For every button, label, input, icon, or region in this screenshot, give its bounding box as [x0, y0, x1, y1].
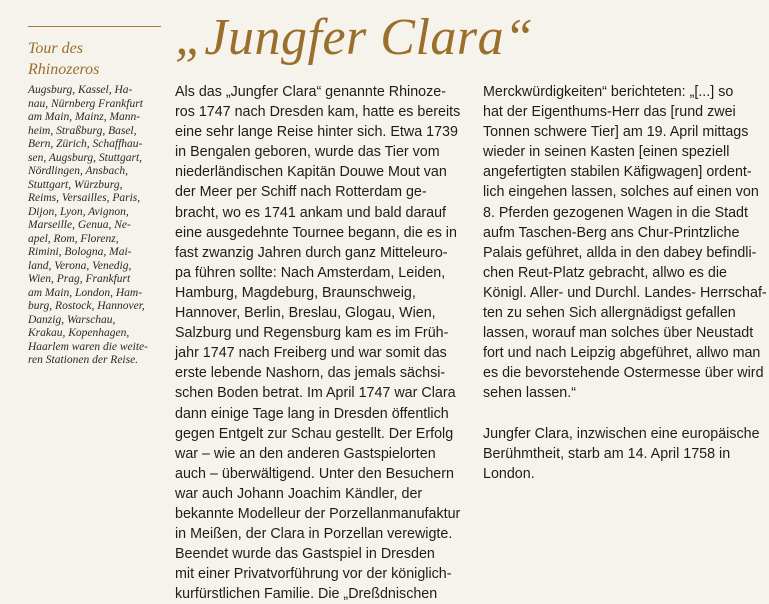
body-line: eine ausgedehnte Tournee begann, die es in: [175, 224, 457, 241]
body-line: Palais geführet, allda in den dabey befindli-: [483, 244, 757, 261]
article-title: „Jungfer Clara“: [175, 9, 534, 66]
sidebar-line: Haarlem waren die weite-: [28, 340, 148, 353]
sidebar-line: Nördlingen, Ansbach,: [28, 165, 128, 177]
sidebar-line: Dijon, Lyon, Avignon,: [28, 205, 129, 218]
body-line: schen Boden betrat. Im April 1747 war Clara: [175, 385, 456, 402]
body-line: eine sehr lange Reise hinter sich. Etwa 1739: [175, 124, 458, 141]
article-column-1: [175, 82, 470, 604]
body-line: Hamburg, Magdeburg, Braunschweig,: [175, 284, 416, 301]
sidebar-line: burg, Rostock, Hannover,: [28, 300, 145, 312]
sidebar-line: Augsburg, Kassel, Ha-: [28, 84, 133, 96]
sidebar-line: apel, Rom, Florenz,: [28, 232, 119, 245]
body-line: bekannte Modelleur der Porzellanmanufaktur: [175, 505, 461, 522]
body-line: 8. Pferden gezogenen Wagen in die Stadt: [483, 204, 748, 221]
sidebar-line: Wien, Prag, Frankfurt: [28, 273, 131, 285]
body-line: chen Reut-Platz gebracht, allwo es die: [483, 264, 727, 281]
sidebar-line: Rimini, Bologna, Mai-: [28, 246, 132, 258]
sidebar-line: ren Stationen der Reise.: [28, 354, 139, 366]
body-line: Merckwürdigkeiten“ berichteten: „[...] so: [483, 84, 734, 100]
body-line: Berühmtheit, starb am 14. April 1758 in: [483, 445, 731, 462]
sidebar-divider: [28, 26, 161, 27]
body-line: gegen Entgelt zur Schau gestellt. Der Erfolg: [175, 425, 454, 442]
body-line: auch – überwältigend. Unter den Besuchern: [175, 465, 454, 482]
sidebar-line: Krakau, Kopenhagen,: [28, 327, 130, 339]
sidebar-heading: [28, 38, 168, 80]
body-line: kurfürstlichen Familie. Die „Dreßdnischen: [175, 586, 438, 603]
sidebar-line: heim, Straßburg, Basel,: [28, 124, 137, 137]
sidebar-line: Danzig, Warschau,: [28, 313, 116, 326]
body-line: aufm Taschen-Berg ans Chur-Printzliche: [483, 224, 740, 241]
sidebar-line: sen, Augsburg, Stuttgart,: [28, 151, 143, 164]
body-line: ten zu sehen Sich allergnädigst gefallen: [483, 305, 736, 322]
body-line: lassen, worauf man solches über Neustadt: [483, 325, 754, 342]
sidebar-heading-line: Rhinozeros: [28, 61, 100, 78]
body-line: London.: [483, 465, 535, 482]
body-line: ros 1747 nach Dresden kam, hatte es bereits: [175, 104, 461, 121]
body-line: fast zwanzig Jahren durch ganz Mitteleuro-: [175, 244, 448, 261]
sidebar-line: Marseille, Genua, Ne-: [28, 219, 131, 231]
body-line: jahr 1747 nach Freiberg und war somit das: [175, 345, 447, 362]
body-line: pa führen sollte: Nach Amsterdam, Leiden,: [175, 264, 446, 281]
body-line: war auch Johann Joachim Kändler, der: [175, 485, 423, 502]
body-line: der Meer per Schiff nach Rotterdam ge-: [175, 184, 427, 201]
body-line: mit einer Privatvorführung vor der königlich-: [175, 566, 452, 583]
sidebar-line: am Main, Mainz, Mann-: [28, 111, 141, 123]
body-line: lich eingehen lassen, solches auf einen von: [483, 184, 759, 201]
sidebar-tour-list: [28, 84, 168, 368]
body-line: Salzburg und Regensburg kam es im Früh-: [175, 325, 449, 342]
body-line: dann einige Tage lang in Dresden öffentlich: [175, 405, 449, 422]
body-line: in Bengalen geboren, wurde das Tier vom: [175, 144, 440, 161]
sidebar-line: Stuttgart, Würzburg,: [28, 178, 123, 191]
body-line: Als das „Jungfer Clara“ genannte Rhinoze-: [175, 84, 446, 100]
sidebar-line: nau, Nürnberg Frankfurt: [28, 97, 143, 110]
body-line: angefertigten stabilen Käfigwagen] ordent-: [483, 164, 752, 181]
sidebar-line: land, Verona, Venedig,: [28, 259, 132, 272]
article-column-2: [483, 82, 767, 484]
body-line: in Meißen, der Clara in Porzellan verewigte.: [175, 526, 453, 543]
body-line: Beendet wurde das Gastspiel in Dresden: [175, 546, 435, 563]
body-line: niederländischen Kapitän Douwe Mout van: [175, 164, 447, 181]
sidebar-line: am Main, London, Ham-: [28, 286, 143, 299]
body-line: Königl. Aller- und Durchl. Landes- Herrschaf-: [483, 284, 767, 301]
body-line: Jungfer Clara, inzwischen eine europäische: [483, 425, 760, 442]
body-line: wieder in seinen Kasten [einen speziell: [483, 144, 730, 161]
sidebar-line: Bern, Zürich, Schaffhau-: [28, 138, 143, 150]
body-line: es die bevorstehende Ostermesse über wird: [483, 365, 764, 382]
body-line: fort und nach Leipzig abgeführet, allwo man: [483, 345, 761, 362]
body-line: war – wie an den anderen Gastspielorten: [175, 445, 436, 462]
sidebar-line: Reims, Versailles, Paris,: [28, 192, 141, 204]
paragraph-gap: [483, 404, 767, 424]
body-line: erste lebende Nashorn, das jemals sächsi-: [175, 365, 446, 382]
body-line: bracht, wo es 1741 ankam und bald darauf: [175, 204, 447, 221]
body-line: Hannover, Berlin, Breslau, Glogau, Wien,: [175, 305, 436, 322]
body-line: hat der Eigenthums-Herr das [rund zwei: [483, 104, 736, 121]
body-line: Tonnen schwere Tier] am 19. April mittags: [483, 124, 749, 141]
body-line: sehen lassen.“: [483, 385, 576, 402]
sidebar-heading-line: Tour des: [28, 40, 83, 57]
